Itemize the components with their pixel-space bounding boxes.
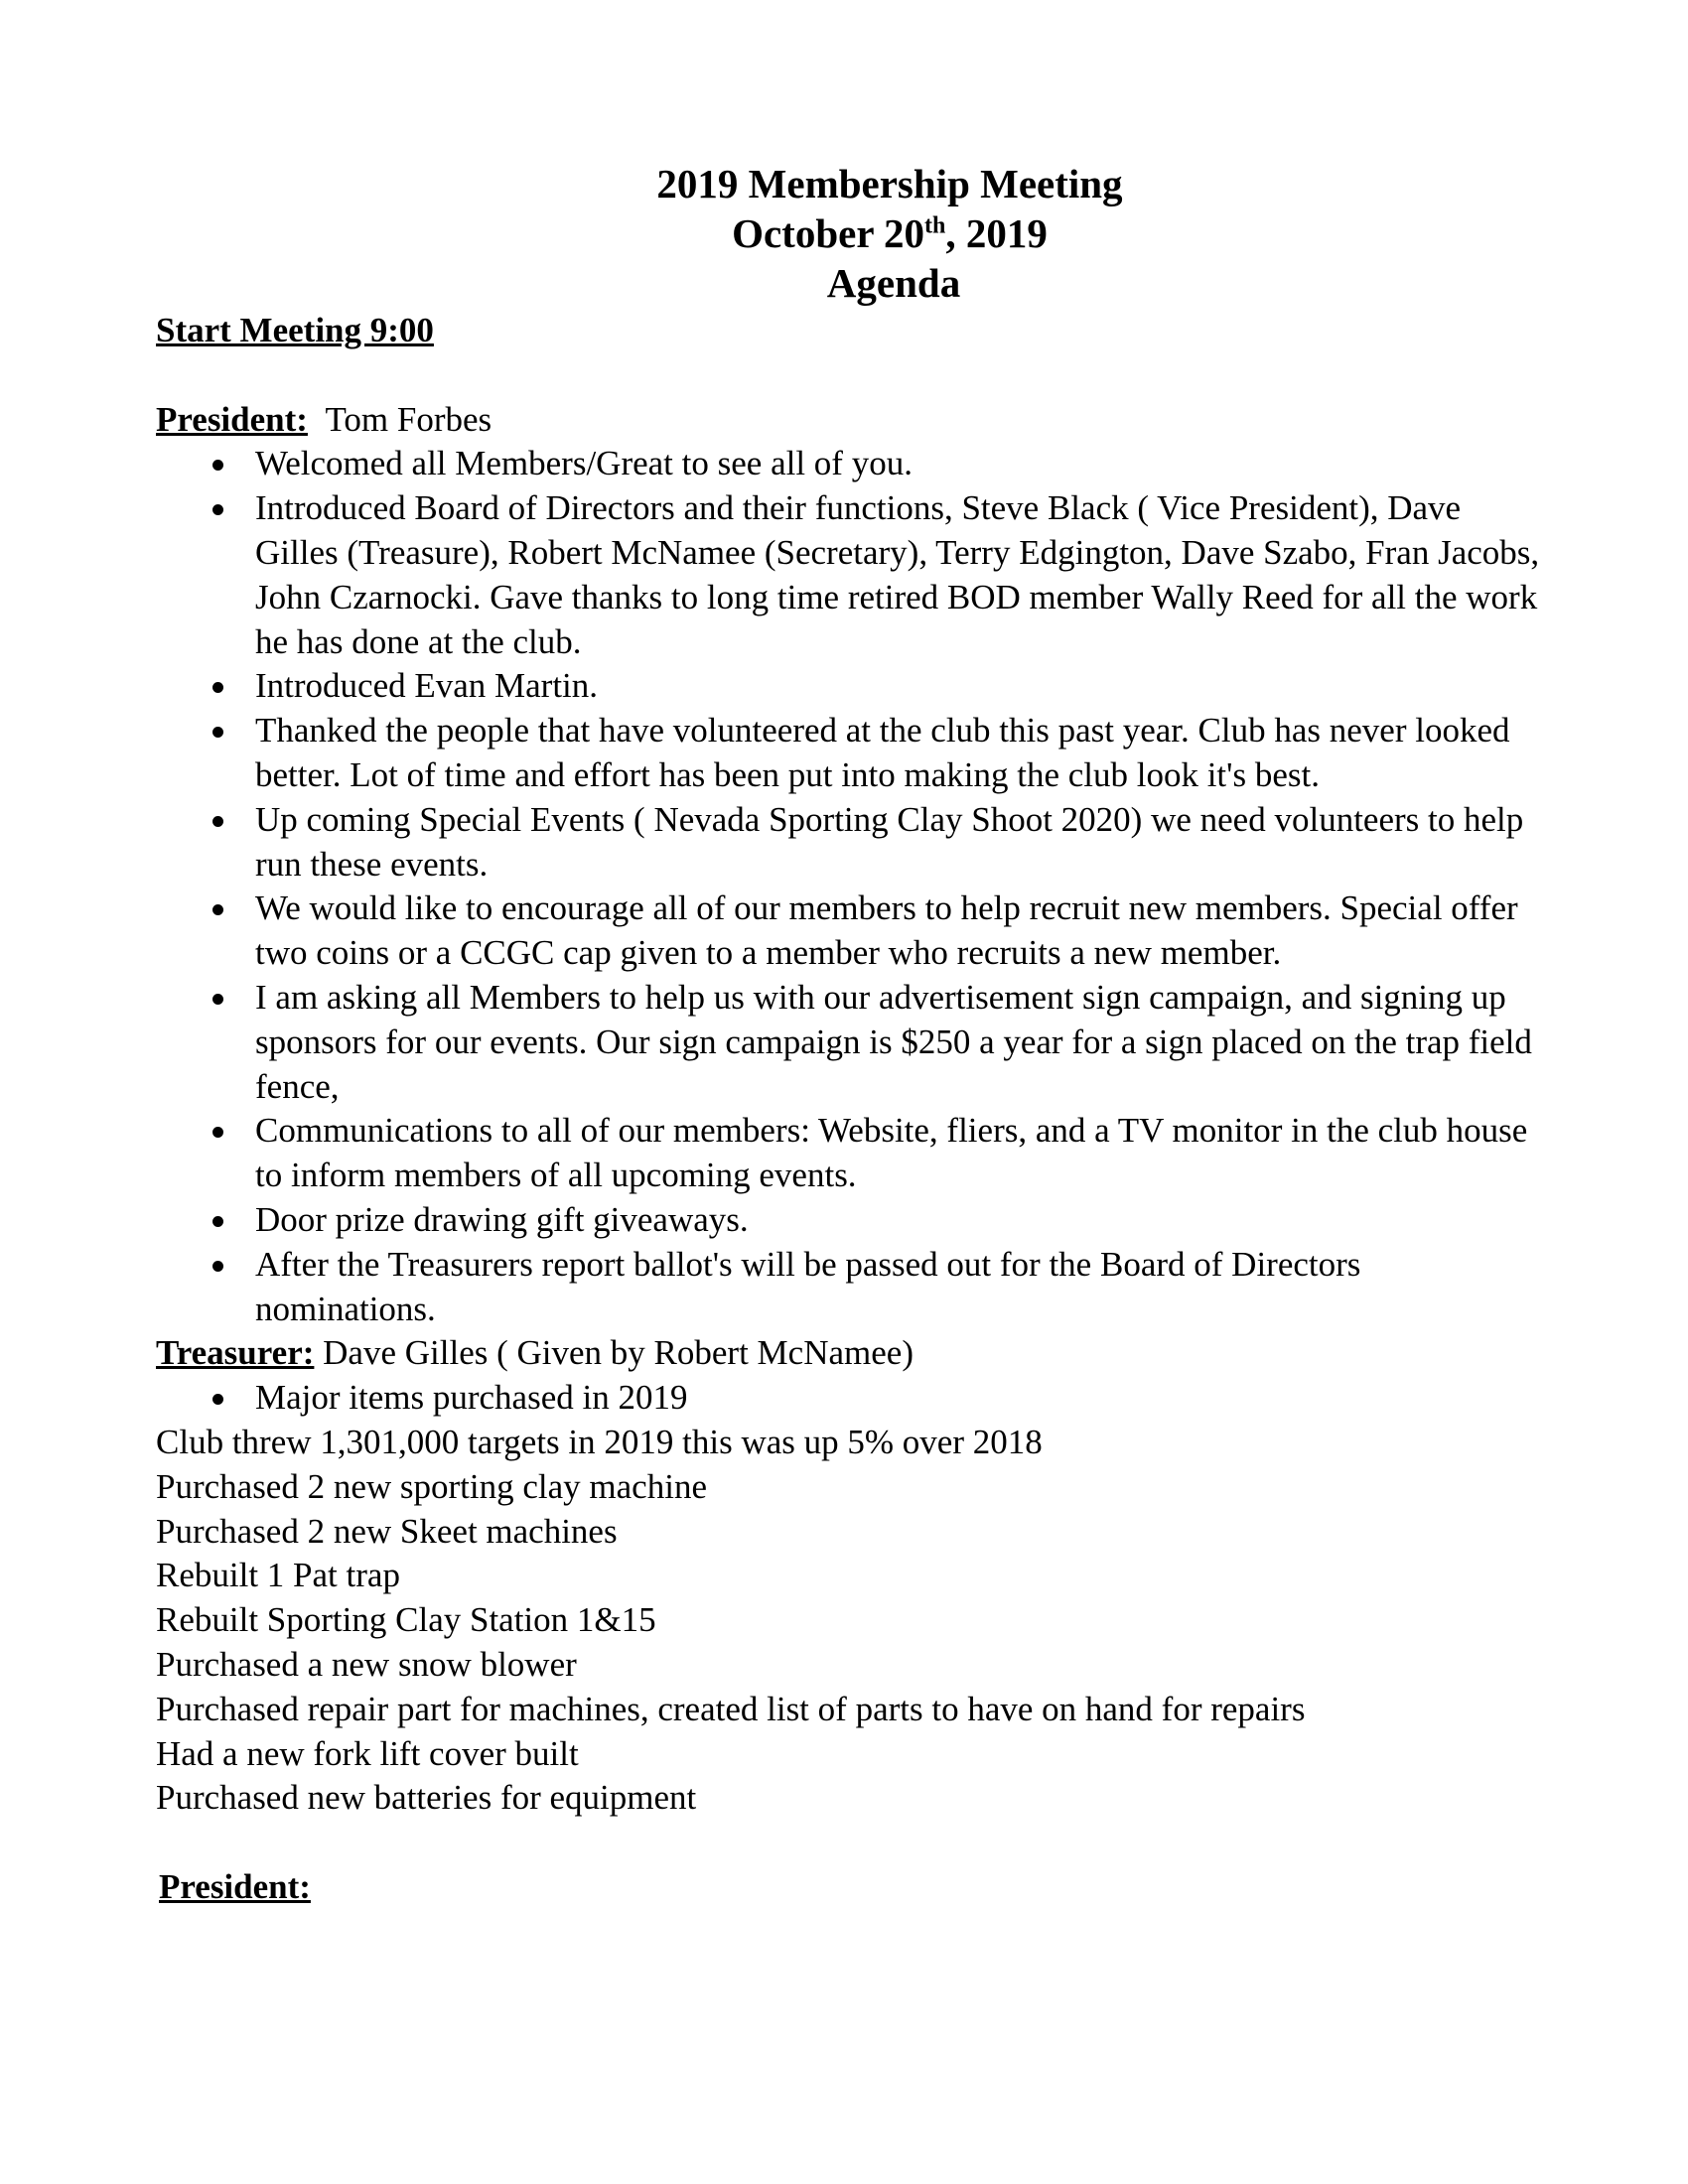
list-item-text: After the Treasurers report ballot's will be passed out for the Board of Directors nominations. — [255, 1244, 1361, 1328]
list-item — [156, 1376, 1546, 1421]
bullet-icon — [212, 1216, 223, 1227]
treasurer-line: Purchased 2 new sporting clay machine — [156, 1466, 707, 1506]
treasurer-line: Rebuilt 1 Pat trap — [156, 1556, 400, 1595]
treasurer-line: Club threw 1,301,000 targets in 2019 this was up 5% over 2018 — [156, 1422, 1043, 1461]
final-president-label: President: — [159, 1866, 311, 1906]
title-line-3: Agenda — [826, 260, 961, 306]
list-item-text: Communications to all of our members: Website, fliers, and a TV monitor in the club house to inform members of all upcoming events. — [255, 1111, 1528, 1195]
title-date-prefix: October 20 — [732, 210, 925, 256]
list-item-text: Door prize drawing gift giveaways. — [255, 1199, 749, 1239]
list-item — [156, 1109, 1546, 1198]
treasurer-line: Purchased repair part for machines, created list of parts to have on hand for repairs — [156, 1689, 1306, 1728]
title-date-superscript: th — [924, 212, 946, 239]
president-section-heading — [156, 398, 1546, 443]
president-label: President: — [156, 399, 308, 439]
bullet-icon — [212, 504, 223, 515]
bullet-icon — [212, 994, 223, 1005]
treasurer-lines — [156, 1421, 1546, 1821]
list-item-text: Thanked the people that have volunteered at the club this past year. Club has never looked better. Lot of time and effort has been put into making the club look it's best. — [255, 711, 1510, 794]
president-bullet-list — [156, 442, 1546, 1331]
treasurer-section-heading — [156, 1331, 1546, 1376]
start-meeting-text: Start Meeting 9:00 — [156, 311, 434, 349]
bullet-icon — [212, 460, 223, 471]
document-body — [156, 309, 1546, 1910]
bullet-icon — [212, 1261, 223, 1272]
bullet-icon — [212, 1394, 223, 1405]
list-item — [156, 442, 1546, 486]
document-title — [0, 159, 1688, 308]
list-item-text: Major items purchased in 2019 — [255, 1378, 688, 1418]
treasurer-line: Purchased 2 new Skeet machines — [156, 1511, 618, 1551]
list-item — [156, 709, 1546, 798]
list-item-text: We would like to encourage all of our members to help recruit new members. Special offer two coins or a CCGC cap given to a member who recruits a new member. — [255, 888, 1518, 973]
start-meeting-heading — [156, 309, 1546, 353]
title-line-2 — [0, 208, 1688, 258]
bullet-icon — [212, 682, 223, 693]
treasurer-name: Dave Gilles ( Given by Robert McNamee) — [323, 1333, 914, 1373]
treasurer-line: Rebuilt Sporting Clay Station 1&15 — [156, 1600, 656, 1640]
treasurer-line: Purchased a new snow blower — [156, 1644, 577, 1684]
bullet-icon — [212, 1127, 223, 1138]
final-president-heading — [156, 1865, 1546, 1910]
spacer — [156, 353, 1546, 398]
list-item — [156, 1243, 1546, 1332]
list-item — [156, 664, 1546, 709]
bullet-icon — [212, 727, 223, 738]
treasurer-line: Purchased new batteries for equipment — [156, 1778, 697, 1818]
title-date-suffix: , 2019 — [945, 210, 1048, 256]
list-item-text: Welcomed all Members/Great to see all of you. — [255, 444, 913, 483]
title-line-1: 2019 Membership Meeting — [656, 161, 1123, 206]
list-item — [156, 887, 1546, 976]
list-item — [156, 486, 1546, 664]
treasurer-label: Treasurer: — [156, 1333, 315, 1373]
list-item-text: Introduced Evan Martin. — [255, 666, 599, 706]
list-item — [156, 798, 1546, 887]
bullet-icon — [212, 904, 223, 915]
list-item — [156, 976, 1546, 1109]
list-item-text: I am asking all Members to help us with our advertisement sign campaign, and signing up sponsors for our events. Our sign campaign is $250 a year for a sign placed on the trap field fence, — [255, 977, 1532, 1106]
treasurer-line: Had a new fork lift cover built — [156, 1733, 579, 1773]
list-item — [156, 1198, 1546, 1243]
president-name: Tom Forbes — [325, 399, 492, 439]
list-item-text: Introduced Board of Directors and their functions, Steve Black ( Vice President), Dave Gilles (Treasure), Robert McNamee (Secretary), Terry Edgington, Dave Szabo, Fran Jacobs, John Czarnocki. Gave thanks to long time retired BOD member Wally Reed for all the work he has done at the club. — [255, 488, 1540, 661]
bullet-icon — [212, 816, 223, 827]
list-item-text: Up coming Special Events ( Nevada Sporting Clay Shoot 2020) we need volunteers to help run these events. — [255, 799, 1524, 884]
treasurer-bullet-list — [156, 1376, 1546, 1421]
